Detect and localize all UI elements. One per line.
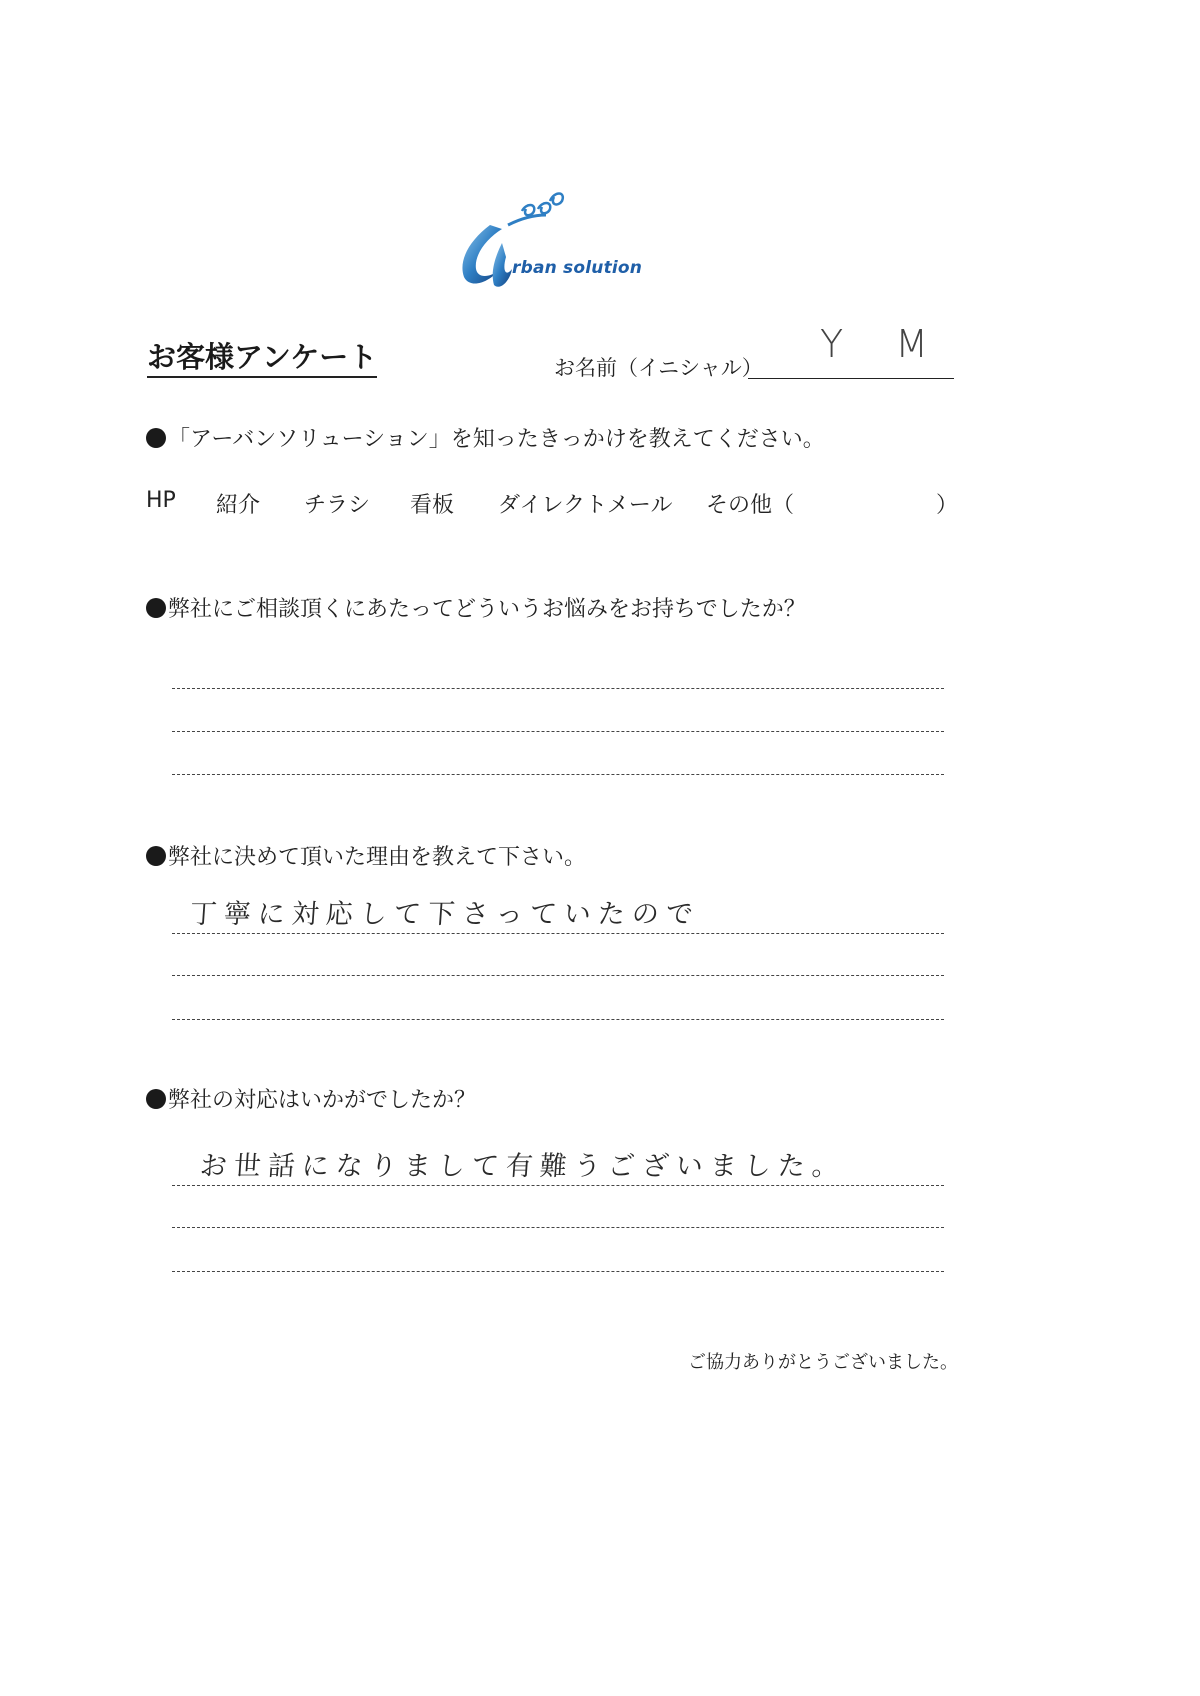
name-underline — [748, 378, 954, 379]
urban-solution-logo-icon — [450, 185, 660, 295]
bullet-icon — [146, 846, 166, 866]
question-4-text: 弊社の対応はいかがでしたか？ — [168, 1088, 477, 1113]
answer-line[interactable] — [172, 933, 944, 934]
logo-wordmark: rban solution — [512, 258, 643, 278]
answer-line[interactable] — [172, 731, 944, 732]
option-other[interactable]: その他（ — [706, 493, 795, 518]
name-initials-value[interactable]: Y M — [820, 322, 949, 366]
page-title: お客様アンケート — [147, 342, 377, 378]
answer-line[interactable] — [172, 688, 944, 689]
question-4 — [146, 1083, 476, 1114]
question-1-text: 「アーバンソリューション」を知ったきっかけを教えてください。 — [168, 427, 825, 452]
thank-you-note: ご協力ありがとうございました。 — [688, 1352, 958, 1373]
option-other-close: ） — [936, 493, 959, 518]
option-referral[interactable]: 紹介 — [216, 493, 261, 518]
answer-line[interactable] — [172, 774, 944, 775]
answer-line[interactable] — [172, 1185, 944, 1186]
q1-options — [146, 488, 959, 520]
q4-handwritten-answer: お世話になりまして有難うございました。 — [198, 1151, 847, 1182]
question-3 — [146, 840, 586, 871]
question-1 — [146, 422, 825, 453]
answer-line[interactable] — [172, 975, 944, 976]
bullet-icon — [146, 1089, 166, 1109]
bullet-icon — [146, 598, 166, 618]
bullet-icon — [146, 428, 166, 448]
q3-handwritten-answer: 丁寧に対応して下さっていたので — [188, 899, 701, 930]
question-3-text: 弊社に決めて頂いた理由を教えて下さい。 — [168, 845, 587, 870]
name-label: お名前（イニシャル） — [554, 356, 763, 380]
question-2 — [146, 592, 806, 623]
answer-line[interactable] — [172, 1271, 944, 1272]
option-flyer[interactable]: チラシ — [304, 493, 371, 518]
option-signboard[interactable]: 看板 — [410, 493, 455, 518]
answer-line[interactable] — [172, 1227, 944, 1228]
option-direct-mail[interactable]: ダイレクトメール — [498, 493, 673, 518]
question-2-text: 弊社にご相談頂くにあたってどういうお悩みをお持ちでしたか？ — [168, 597, 806, 622]
answer-line[interactable] — [172, 1019, 944, 1020]
option-hp[interactable]: HP — [146, 488, 176, 513]
